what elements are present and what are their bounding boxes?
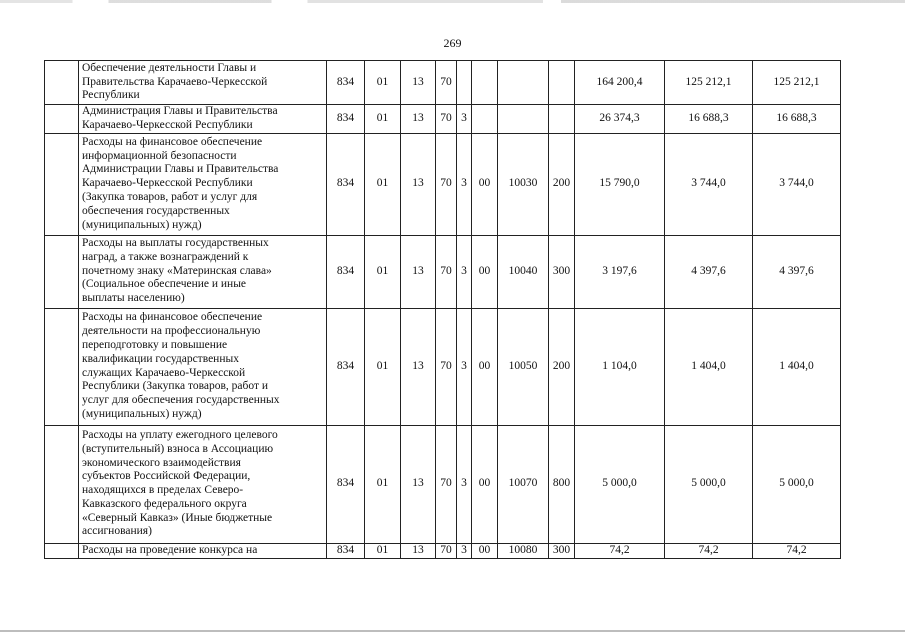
budget-table-body	[45, 61, 841, 559]
row-number-cell	[45, 105, 79, 134]
expense-description-cell	[79, 543, 327, 558]
table-row	[45, 308, 841, 425]
amount-year-3-cell: 74,2	[753, 543, 841, 558]
description-line: «Северный Кавказ» (Иные бюджетные	[82, 511, 273, 524]
program-code-cell: 70	[436, 133, 457, 235]
row-number-cell	[45, 61, 79, 105]
table-row	[45, 235, 841, 308]
description-line: Правительства Карачаево-Черкесской	[82, 75, 268, 88]
expense-description-cell	[79, 105, 327, 134]
description-line: Расходы на уплату ежегодного целевого	[82, 428, 278, 441]
ved-code-cell: 834	[327, 308, 365, 425]
subprogram-code-cell: 3	[457, 133, 472, 235]
description-line: Обеспечение деятельности Главы и	[82, 61, 257, 74]
subprogram-code-cell: 3	[457, 308, 472, 425]
section-code-cell: 01	[365, 308, 401, 425]
amount-year-2-cell: 74,2	[665, 543, 753, 558]
description-line: наград, а также вознаграждений к	[82, 250, 249, 263]
section-code-cell: 01	[365, 61, 401, 105]
scan-bottom-edge	[0, 630, 905, 632]
description-line: Кавказского федерального округа	[82, 497, 247, 510]
description-line: деятельности на профессиональную	[82, 325, 261, 338]
direction-code-cell	[498, 61, 549, 105]
section-code-cell: 01	[365, 133, 401, 235]
amount-year-2-cell: 125 212,1	[665, 61, 753, 105]
expense-description-cell	[79, 235, 327, 308]
amount-year-3-cell: 5 000,0	[753, 425, 841, 543]
event-code-cell	[472, 105, 498, 134]
expense-description-cell	[79, 425, 327, 543]
section-code-cell: 01	[365, 543, 401, 558]
row-number-cell	[45, 235, 79, 308]
description-line: обеспечения государственных	[82, 204, 230, 217]
amount-year-2-cell: 16 688,3	[665, 105, 753, 134]
description-line: квалификации государственных	[82, 352, 239, 365]
description-line: Администрация Главы и Правительства	[82, 105, 278, 117]
subsection-code-cell: 13	[401, 105, 436, 134]
description-line: Расходы на финансовое обеспечение	[82, 135, 263, 148]
table-row	[45, 425, 841, 543]
expense-type-code-cell: 200	[549, 308, 575, 425]
description-line: (муниципальных) нужд)	[82, 407, 202, 420]
expense-type-code-cell: 300	[549, 235, 575, 308]
expense-type-code-cell: 800	[549, 425, 575, 543]
table-row	[45, 133, 841, 235]
expense-type-code-cell: 200	[549, 133, 575, 235]
description-line: субъектов Российской Федерации,	[82, 470, 251, 483]
subprogram-code-cell	[457, 61, 472, 105]
subsection-code-cell: 13	[401, 308, 436, 425]
description-line: (Социальное обеспечение и иные	[82, 278, 247, 291]
event-code-cell: 00	[472, 308, 498, 425]
description-line: почетному знаку «Материнская слава»	[82, 264, 272, 277]
direction-code-cell	[498, 105, 549, 134]
amount-year-2-cell: 5 000,0	[665, 425, 753, 543]
description-line: Республики	[82, 89, 140, 102]
expense-description-cell	[79, 308, 327, 425]
table-row	[45, 543, 841, 558]
ved-code-cell: 834	[327, 425, 365, 543]
amount-year-3-cell: 1 404,0	[753, 308, 841, 425]
subsection-code-cell: 13	[401, 543, 436, 558]
row-number-cell	[45, 425, 79, 543]
ved-code-cell: 834	[327, 235, 365, 308]
description-line: Расходы на финансовое обеспечение	[82, 311, 263, 324]
amount-year-1-cell: 15 790,0	[575, 133, 665, 235]
table-row	[45, 105, 841, 134]
amount-year-1-cell: 1 104,0	[575, 308, 665, 425]
ved-code-cell: 834	[327, 105, 365, 134]
description-line: Администрации Главы и Правительства	[82, 163, 279, 176]
expense-description-cell	[79, 61, 327, 105]
description-line: (вступительный) взноса в Ассоциацию	[82, 442, 274, 455]
amount-year-1-cell: 74,2	[575, 543, 665, 558]
description-line: Карачаево-Черкесской Республики	[82, 177, 253, 190]
description-line: переподготовку и повышение	[82, 339, 228, 351]
subsection-code-cell: 13	[401, 133, 436, 235]
event-code-cell: 00	[472, 425, 498, 543]
subprogram-code-cell: 3	[457, 425, 472, 543]
direction-code-cell: 10050	[498, 308, 549, 425]
amount-year-2-cell: 1 404,0	[665, 308, 753, 425]
description-line: информационной безопасности	[82, 149, 237, 162]
amount-year-1-cell: 164 200,4	[575, 61, 665, 105]
description-line: услуг для обеспечения государственных	[82, 394, 280, 407]
description-line: служащих Карачаево-Черкесской	[82, 366, 246, 379]
row-number-cell	[45, 133, 79, 235]
description-line: выплаты населению)	[82, 292, 185, 305]
table-row	[45, 61, 841, 105]
event-code-cell: 00	[472, 543, 498, 558]
description-line: Республики (Закупка товаров, работ и	[82, 380, 269, 393]
description-line: ассигнования)	[82, 525, 152, 538]
expense-type-code-cell: 300	[549, 543, 575, 558]
direction-code-cell: 10030	[498, 133, 549, 235]
subsection-code-cell: 13	[401, 235, 436, 308]
event-code-cell: 00	[472, 133, 498, 235]
event-code-cell	[472, 61, 498, 105]
amount-year-2-cell: 3 744,0	[665, 133, 753, 235]
amount-year-3-cell: 3 744,0	[753, 133, 841, 235]
description-line: Расходы на выплаты государственных	[82, 237, 269, 250]
description-line: экономического взаимодействия	[82, 456, 241, 469]
amount-year-3-cell: 4 397,6	[753, 235, 841, 308]
subsection-code-cell: 13	[401, 61, 436, 105]
section-code-cell: 01	[365, 105, 401, 134]
program-code-cell: 70	[436, 308, 457, 425]
amount-year-1-cell: 26 374,3	[575, 105, 665, 134]
expense-type-code-cell	[549, 105, 575, 134]
program-code-cell: 70	[436, 235, 457, 308]
description-line: Расходы на проведение конкурса на	[82, 543, 258, 556]
description-line: (Закупка товаров, работ и услуг для	[82, 190, 258, 203]
description-line: (муниципальных) нужд)	[82, 218, 202, 231]
row-number-cell	[45, 308, 79, 425]
ved-code-cell: 834	[327, 543, 365, 558]
direction-code-cell: 10070	[498, 425, 549, 543]
expense-description-cell	[79, 133, 327, 235]
scan-top-edge	[0, 0, 905, 3]
expense-type-code-cell	[549, 61, 575, 105]
amount-year-1-cell: 3 197,6	[575, 235, 665, 308]
program-code-cell: 70	[436, 425, 457, 543]
subsection-code-cell: 13	[401, 425, 436, 543]
section-code-cell: 01	[365, 425, 401, 543]
amount-year-3-cell: 16 688,3	[753, 105, 841, 134]
amount-year-1-cell: 5 000,0	[575, 425, 665, 543]
amount-year-3-cell: 125 212,1	[753, 61, 841, 105]
direction-code-cell: 10080	[498, 543, 549, 558]
row-number-cell	[45, 543, 79, 558]
subprogram-code-cell: 3	[457, 105, 472, 134]
description-line: Карачаево-Черкесской Республики	[82, 118, 253, 131]
subprogram-code-cell: 3	[457, 235, 472, 308]
program-code-cell: 70	[436, 105, 457, 134]
page-number: 269	[443, 36, 462, 50]
program-code-cell: 70	[436, 543, 457, 558]
description-line: находящихся в пределах Северо-	[82, 484, 244, 497]
direction-code-cell: 10040	[498, 235, 549, 308]
amount-year-2-cell: 4 397,6	[665, 235, 753, 308]
subprogram-code-cell: 3	[457, 543, 472, 558]
budget-table	[44, 60, 841, 559]
section-code-cell: 01	[365, 235, 401, 308]
ved-code-cell: 834	[327, 61, 365, 105]
program-code-cell: 70	[436, 61, 457, 105]
event-code-cell: 00	[472, 235, 498, 308]
ved-code-cell: 834	[327, 133, 365, 235]
